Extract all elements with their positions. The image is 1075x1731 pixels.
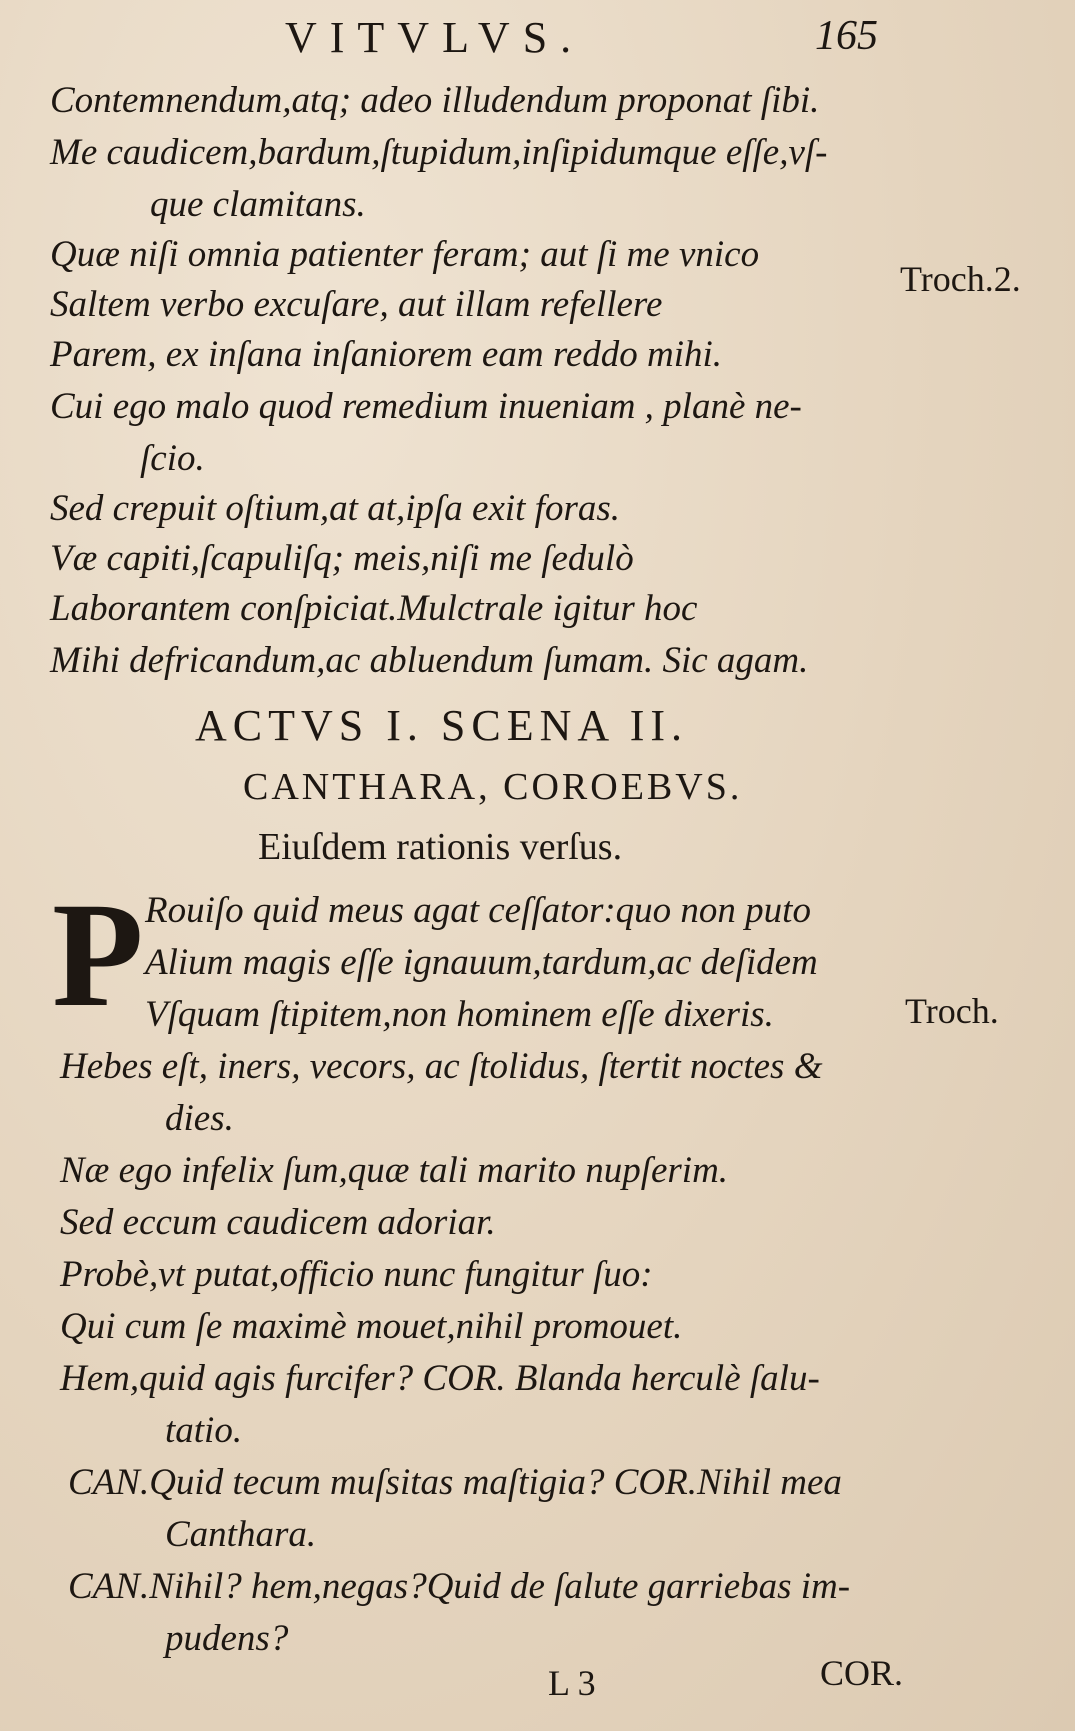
signature-mark: L 3	[548, 1663, 596, 1703]
verse-line: Vſquam ſtipitem,non hominem eſſe dixeris.	[145, 994, 774, 1035]
verse-line: pudens?	[165, 1618, 289, 1659]
verse-line: Hebes eſt, iners, vecors, ac ſtolidus, ſtertit noctes &	[60, 1046, 823, 1087]
margin-note: Troch.2.	[900, 259, 1021, 299]
verse-line: que clamitans.	[150, 184, 366, 225]
scene-characters: CANTHARA, COROEBVS.	[243, 766, 743, 808]
verse-line: Qui cum ſe maximè mouet,nihil promouet.	[60, 1306, 683, 1347]
verse-line: Me caudicem,bardum,ſtupidum,inſipidumque eſſe,vſ-	[50, 132, 828, 173]
verse-line: Laborantem conſpiciat.Mulctrale igitur hoc	[50, 588, 698, 629]
verse-line: CAN.Quid tecum muſsitas maſtigia? COR.Nihil mea	[68, 1462, 842, 1503]
running-title: VITVLVS.	[285, 13, 585, 62]
catchword: COR.	[820, 1653, 904, 1693]
verse-line: Væ capiti,ſcapuliſq; meis,niſi me ſedulò	[50, 538, 634, 579]
page-number: 165	[815, 13, 878, 59]
verse-line: Probè,vt putat,officio nunc fungitur ſuo:	[60, 1254, 653, 1295]
scene-heading: ACTVS I. SCENA II.	[195, 701, 689, 750]
verse-line: dies.	[165, 1098, 234, 1139]
verse-line: Hem,quid agis furcifer? COR. Blanda herculè ſalu-	[60, 1358, 820, 1399]
verse-line: Quæ niſi omnia patienter feram; aut ſi me vnico	[50, 234, 760, 275]
drop-cap: P	[52, 872, 144, 1038]
verse-line: Sed crepuit oſtium,at at,ipſa exit foras.	[50, 488, 621, 529]
verse-line: Alium magis eſſe ignauum,tardum,ac deſidem	[145, 942, 818, 983]
verse-line: Cui ego malo quod remedium inueniam , planè ne-	[50, 386, 802, 427]
verse-line: Rouiſo quid meus agat ceſſator:quo non puto	[145, 890, 811, 931]
verse-line: Næ ego infelix ſum,quæ tali marito nupſerim.	[60, 1150, 729, 1191]
verse-note: Eiuſdem rationis verſus.	[258, 826, 623, 868]
verse-line: tatio.	[165, 1410, 243, 1451]
verse-line: Contemnendum,atq; adeo illudendum proponat ſibi.	[50, 80, 820, 121]
verse-line: Mihi defricandum,ac abluendum ſumam. Sic agam.	[50, 640, 809, 681]
verse-line: Parem, ex inſana inſaniorem eam reddo mihi.	[50, 334, 723, 375]
margin-note: Troch.	[905, 991, 999, 1031]
verse-line: Canthara.	[165, 1514, 317, 1555]
verse-line: Sed eccum caudicem adoriar.	[60, 1202, 496, 1243]
verse-line: ſcio.	[140, 438, 205, 479]
verse-line: CAN.Nihil? hem,negas?Quid de ſalute garriebas im-	[68, 1566, 851, 1607]
verse-line: Saltem verbo excuſare, aut illam refellere	[50, 284, 663, 325]
